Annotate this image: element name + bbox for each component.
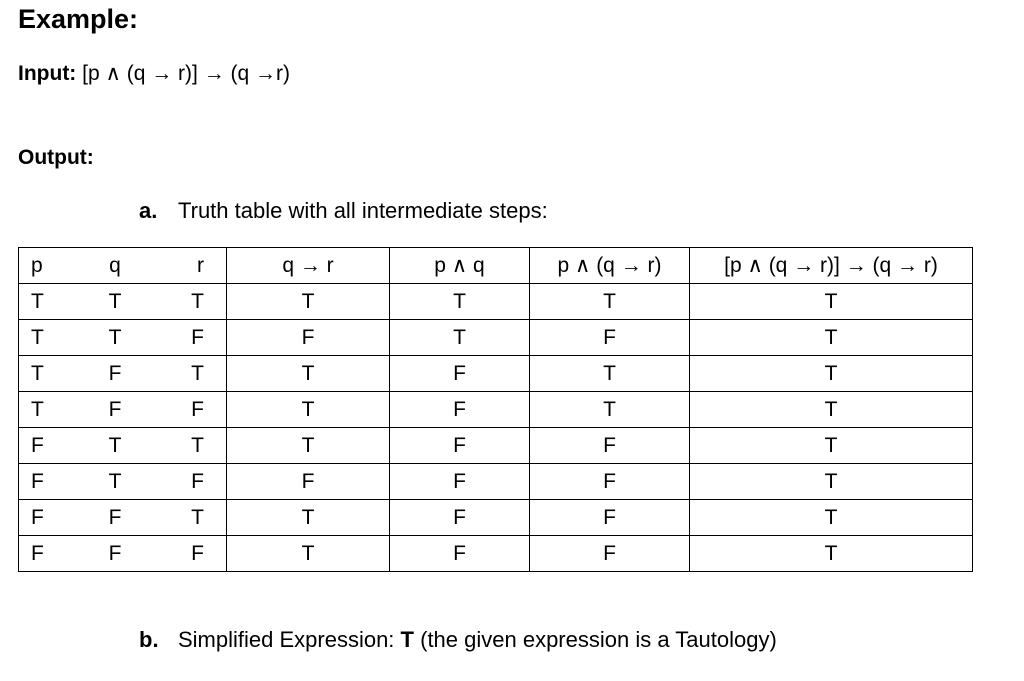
- table-cell: T: [149, 428, 227, 464]
- page-heading: Example:: [18, 4, 139, 34]
- table-row: [19, 536, 973, 572]
- step-a: [139, 196, 548, 226]
- table-cell: T: [390, 284, 530, 320]
- input-line: [18, 60, 290, 88]
- table-row: [19, 428, 973, 464]
- table-cell: F: [149, 464, 227, 500]
- table-cell: T: [227, 356, 390, 392]
- step-b-result: T: [400, 627, 414, 652]
- header-cell: r: [149, 248, 227, 284]
- step-b-label: Simplified Expression:: [178, 627, 401, 652]
- table-row: [19, 320, 973, 356]
- table-row: [19, 284, 973, 320]
- table-cell: T: [149, 284, 227, 320]
- table-cell: F: [390, 464, 530, 500]
- header-cell: p: [19, 248, 82, 284]
- table-cell: T: [530, 284, 690, 320]
- table-cell: F: [390, 392, 530, 428]
- table-cell: T: [690, 392, 973, 428]
- table-cell: T: [690, 428, 973, 464]
- table-row: [19, 392, 973, 428]
- table-row: [19, 356, 973, 392]
- header-cell: q: [82, 248, 149, 284]
- input-expression: [p ∧ (q → r)] → (q →r): [76, 62, 291, 85]
- table-cell: T: [227, 284, 390, 320]
- table-cell: F: [19, 428, 82, 464]
- table-row: [19, 500, 973, 536]
- table-cell: T: [390, 320, 530, 356]
- table-cell: F: [227, 320, 390, 356]
- table-cell: F: [390, 356, 530, 392]
- table-cell: T: [82, 464, 149, 500]
- table-cell: T: [690, 284, 973, 320]
- table-row: [19, 464, 973, 500]
- table-cell: T: [19, 284, 82, 320]
- step-b-note: (the given expression is a Tautology): [414, 627, 777, 652]
- table-cell: T: [149, 500, 227, 536]
- header-cell: q → r: [227, 248, 390, 284]
- truth-table: [18, 247, 973, 572]
- table-cell: F: [82, 356, 149, 392]
- table-cell: F: [149, 320, 227, 356]
- input-label: Input:: [18, 62, 77, 85]
- table-cell: F: [530, 500, 690, 536]
- step-a-text: Truth table with all intermediate steps:: [178, 198, 548, 223]
- table-cell: T: [530, 392, 690, 428]
- table-cell: F: [390, 536, 530, 572]
- table-cell: F: [82, 536, 149, 572]
- table-cell: F: [530, 428, 690, 464]
- table-cell: F: [19, 464, 82, 500]
- table-cell: T: [690, 500, 973, 536]
- step-b: [139, 625, 777, 655]
- table-cell: T: [82, 428, 149, 464]
- table-cell: F: [82, 500, 149, 536]
- table-cell: F: [530, 320, 690, 356]
- table-cell: T: [19, 356, 82, 392]
- table-cell: T: [19, 392, 82, 428]
- truth-table-header-row: [19, 248, 973, 284]
- output-label: Output:: [18, 146, 94, 169]
- table-cell: T: [530, 356, 690, 392]
- table-cell: T: [690, 356, 973, 392]
- table-cell: F: [390, 500, 530, 536]
- table-cell: F: [390, 428, 530, 464]
- step-b-marker: b.: [139, 627, 159, 652]
- table-cell: F: [149, 536, 227, 572]
- header-cell: [p ∧ (q → r)] → (q → r): [690, 248, 973, 284]
- table-cell: F: [149, 392, 227, 428]
- table-cell: T: [82, 320, 149, 356]
- table-cell: T: [690, 536, 973, 572]
- table-cell: F: [227, 464, 390, 500]
- table-cell: T: [227, 392, 390, 428]
- header-cell: p ∧ q: [390, 248, 530, 284]
- table-cell: T: [690, 320, 973, 356]
- table-cell: T: [227, 428, 390, 464]
- header-cell: p ∧ (q → r): [530, 248, 690, 284]
- table-cell: T: [82, 284, 149, 320]
- table-cell: F: [82, 392, 149, 428]
- table-cell: F: [19, 500, 82, 536]
- table-cell: F: [530, 464, 690, 500]
- table-cell: F: [530, 536, 690, 572]
- step-a-marker: a.: [139, 198, 158, 223]
- table-cell: T: [19, 320, 82, 356]
- table-cell: F: [19, 536, 82, 572]
- table-cell: T: [149, 356, 227, 392]
- table-cell: T: [227, 500, 390, 536]
- table-cell: T: [227, 536, 390, 572]
- table-cell: T: [690, 464, 973, 500]
